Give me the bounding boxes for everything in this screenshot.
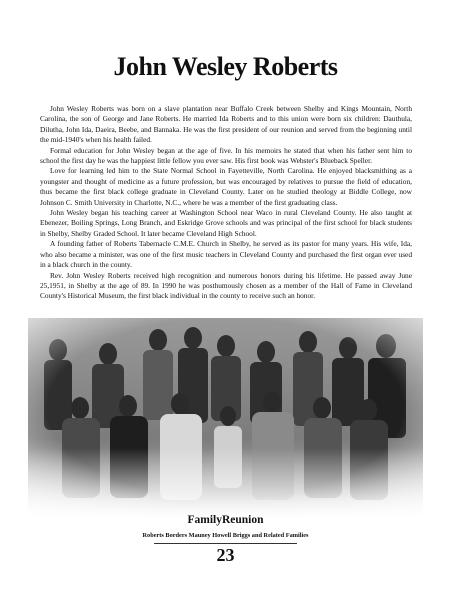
paragraph: Rev. John Wesley Roberts received high recognition and numerous honors during his lifetime. He passed away June 25,1951, in Shelby at the age of 89. In 1990 he was posthumously chosen as a member of the Hall of Fame in Cleveland County's Historical Museum, the first black individual in the county to receive such an honor. (40, 270, 412, 301)
paragraph: Formal education for John Wesley began at the age of five. In his memoirs he stated that when his father sent him to school the first day he was the happiest little fellow you ever saw. His first book was Webster's Blueback Speller. (40, 145, 412, 166)
footer-divider (154, 543, 297, 544)
footer-subtitle: Roberts Borders Mauney Howell Briggs and Related Families (142, 532, 309, 539)
paragraph: A founding father of Roberts Tabernacle C.M.E. Church in Shelby, he served as its pastor for many years. His wife, Ida, who also became a minister, was one of the first music teachers in Cleveland County and purchased the first organ ever used in a black church in the county. (40, 239, 412, 270)
page-number: 23 (216, 545, 235, 565)
biography-text (40, 104, 412, 302)
family-group-photo (28, 318, 423, 518)
paragraph: John Wesley Roberts was born on a slave plantation near Buffalo Creek between Shelby and Kings Mountain, North Carolina, the son of George and Jane Roberts. He married Ida Roberts and to this union were born six children: Dauthula, Dilutha, John Ida, Daeira, Beebe, and Bannaka. He was the first president of our reunion and served from the beginning until the mid-1940's when his health failed. (40, 104, 412, 145)
paragraph: Love for learning led him to the State Normal School in Fayetteville, North Carolina. He enjoyed blacksmithing as a youngster and thought of medicine as a future profession, but was encouraged by relatives to pursue the field of education, thus became the first black college graduate in Cleveland County. Later on he studied theology at Biddle College, now Johnson C. Smith University in Charlotte, N.C., where he was a member of the first graduating class. (40, 166, 412, 207)
footer-brand: FamilyReunion (187, 514, 264, 526)
page-title: John Wesley Roberts (113, 52, 338, 81)
paragraph: John Wesley began his teaching career at Washington School near Waco in rural Cleveland County. He also taught at Ebenezer, Boiling Springs, Long Branch, and Eskridge Grove schools and was principal of the first school for black students in Shelby, Shelby Graded School. It later became Cleveland High School. (40, 208, 412, 238)
